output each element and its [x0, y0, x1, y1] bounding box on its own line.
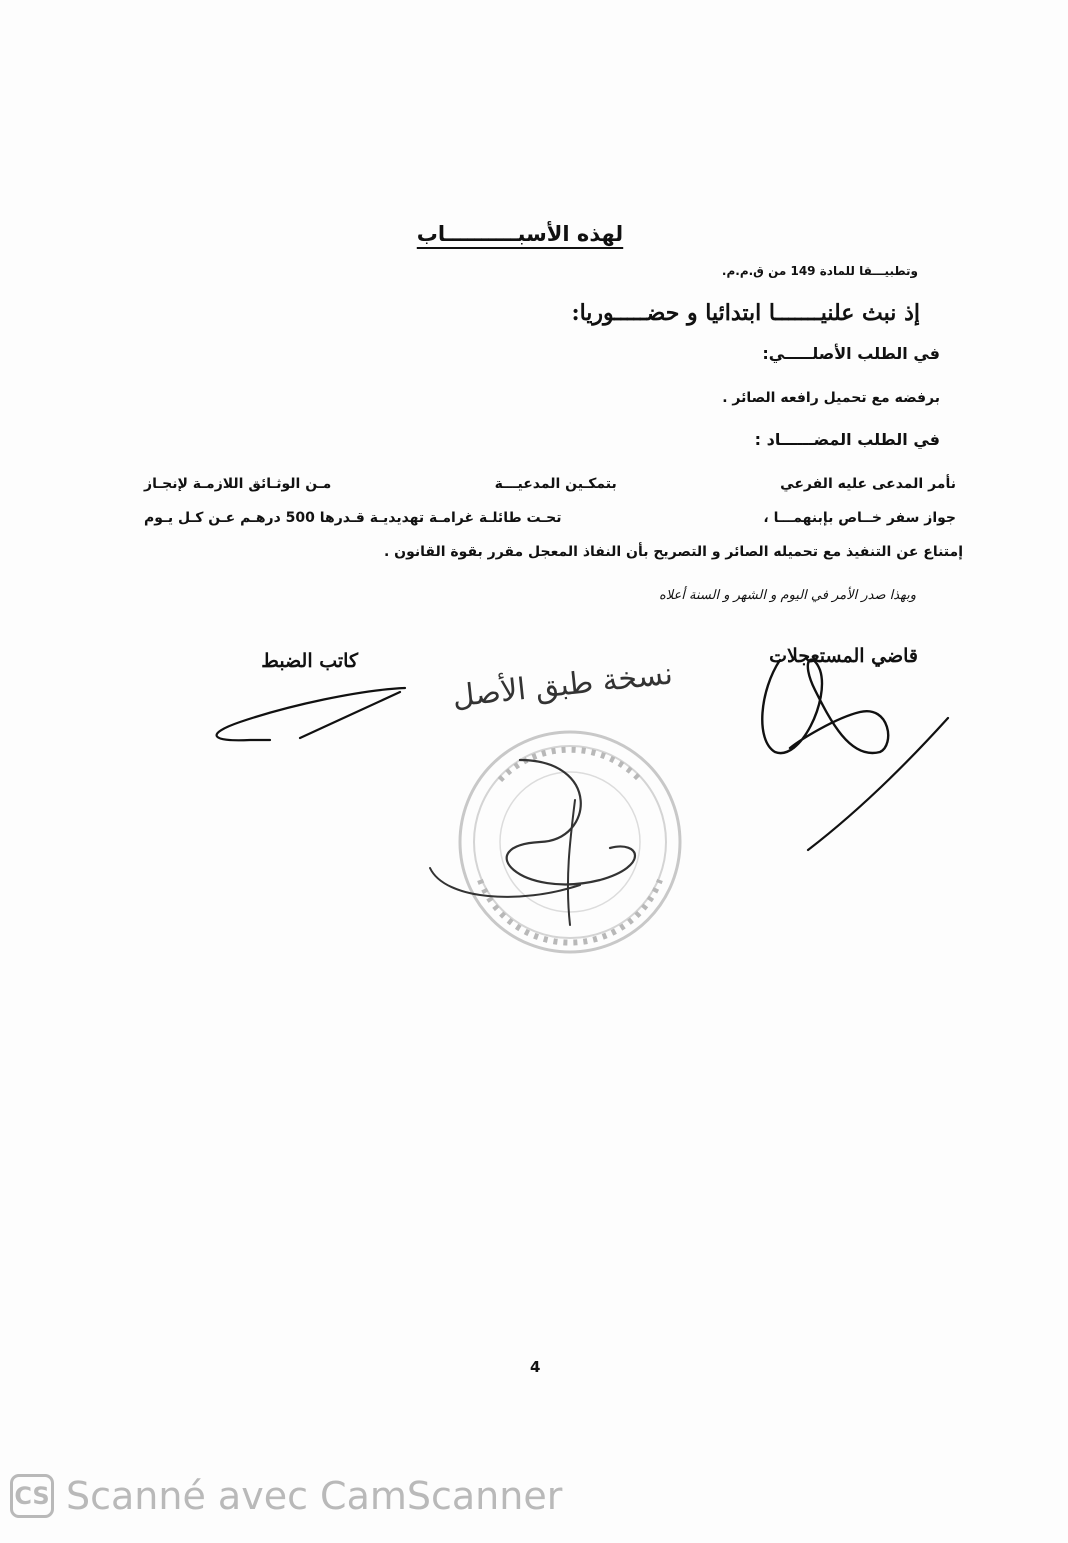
camscanner-watermark [10, 1474, 562, 1518]
original-request-heading: في الطلب الأصلـــــي: [762, 344, 940, 363]
counter-request-line-2 [144, 510, 956, 526]
watermark-text: Scanné avec CamScanner [66, 1474, 563, 1518]
line1-part2: بتمكـين المدعيـــة [494, 476, 617, 492]
judge-signature-icon [762, 660, 888, 753]
certified-copy-stamp: نسخة طبق الأصل [450, 656, 675, 715]
document-title: لهذه الأسبــــــــــاب [416, 222, 624, 246]
line1-part3: مـن الوثـائق اللازمـة لإنجـاز [144, 476, 332, 492]
ruling-intro: إذ نبث علنيـــــــا ابتدائيا و حضـــــوريا: [571, 300, 920, 326]
original-request-text: برفضه مع تحميل رافعه الصائر . [722, 390, 940, 406]
closing-statement: وبهذا صدر الأمر في اليوم و الشهر و السنة أعلاه [658, 588, 916, 603]
article-reference: وتطبيـــقا للمادة 149 من ق.م.م. [721, 264, 918, 278]
counter-request-line-3: إمتناع عن التنفيذ مع تحميله الصائر و التصريح بأن النفاذ المعجل مقرر بقوة القانون . [383, 544, 963, 560]
counter-request-line-1 [144, 476, 956, 492]
judge-signature-label: قاضي المستعجلات [769, 645, 918, 667]
official-seal-icon [430, 732, 680, 952]
line2-part1: جواز سفر خــاص بإبنهمـــا ، [763, 510, 956, 526]
camscanner-logo-icon: CS [10, 1474, 54, 1518]
line1-part1: نأمر المدعى عليه الفرعي [780, 476, 956, 492]
counter-request-heading: في الطلب المضــــــاد : [754, 430, 940, 449]
judge-signature-stroke-icon [808, 718, 948, 850]
clerk-signature-label: كاتب الضبط [261, 650, 358, 672]
page-number: 4 [530, 1358, 541, 1376]
clerk-signature-icon [217, 688, 405, 740]
line2-part2: تحـت طائلـة غرامـة تهديديـة قـدرها 500 درهـم عـن كـل يـوم [144, 510, 562, 526]
